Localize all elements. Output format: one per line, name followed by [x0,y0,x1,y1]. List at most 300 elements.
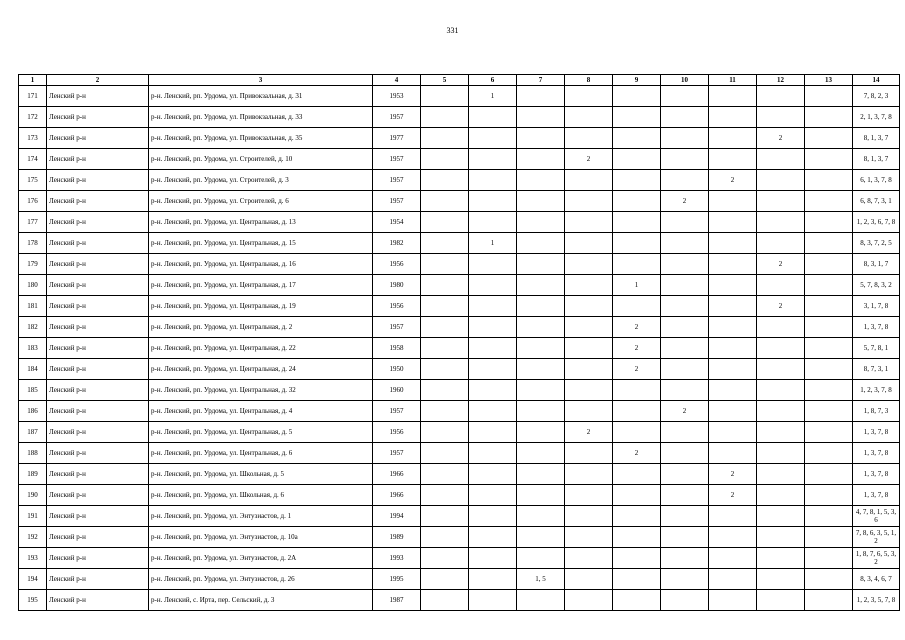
table-cell-col-6: 1 [469,86,517,107]
table-cell-col-4: 1966 [373,485,421,506]
table-cell-col-10 [661,275,709,296]
table-row [19,86,900,107]
table-cell-col-1: 182 [19,317,47,338]
table-row [19,233,900,254]
table-cell-col-10 [661,128,709,149]
table-cell-col-2: Ленский р-н [47,590,149,611]
column-header-2: 2 [47,75,149,86]
table-cell-col-9 [613,527,661,548]
table-cell-col-8 [565,233,613,254]
table-cell-col-3: р-н. Ленский, рп. Урдома, ул. Строителей, д. 10 [149,149,373,170]
column-header-4: 4 [373,75,421,86]
table-cell-col-13 [805,233,853,254]
table-cell-col-2: Ленский р-н [47,212,149,233]
table-cell-col-7 [517,128,565,149]
table-cell-col-10 [661,422,709,443]
table-cell-col-5 [421,422,469,443]
table-cell-col-13 [805,212,853,233]
table-cell-col-4: 1956 [373,254,421,275]
table-cell-col-5 [421,170,469,191]
table-cell-col-2: Ленский р-н [47,149,149,170]
table-row [19,317,900,338]
table-cell-col-11 [709,86,757,107]
table-cell-col-4: 1957 [373,191,421,212]
table-cell-col-8: 2 [565,149,613,170]
table-cell-col-13 [805,275,853,296]
table-cell-col-13 [805,254,853,275]
table-cell-col-9 [613,380,661,401]
table-cell-col-3: р-н. Ленский, рп. Урдома, ул. Центральная, д. 15 [149,233,373,254]
table-cell-col-14: 8, 3, 1, 7 [853,254,900,275]
table-cell-col-11 [709,254,757,275]
table-cell-col-12 [757,464,805,485]
table-cell-col-4: 1956 [373,296,421,317]
table-cell-col-13 [805,464,853,485]
table-cell-col-9 [613,170,661,191]
table-cell-col-3: р-н. Ленский, рп. Урдома, ул. Центральная, д. 24 [149,359,373,380]
table-cell-col-7 [517,380,565,401]
table-cell-col-13 [805,128,853,149]
table-row [19,170,900,191]
table-cell-col-14: 5, 7, 8, 1 [853,338,900,359]
table-cell-col-1: 176 [19,191,47,212]
table-cell-col-5 [421,401,469,422]
table-cell-col-11 [709,422,757,443]
table-cell-col-5 [421,128,469,149]
table-cell-col-14: 1, 3, 7, 8 [853,422,900,443]
table-cell-col-2: Ленский р-н [47,380,149,401]
column-header-5: 5 [421,75,469,86]
table-cell-col-9 [613,212,661,233]
table-cell-col-9 [613,233,661,254]
table-cell-col-1: 186 [19,401,47,422]
data-table [18,74,900,611]
table-cell-col-11 [709,149,757,170]
table-cell-col-6 [469,359,517,380]
table-row [19,527,900,548]
table-cell-col-10 [661,359,709,380]
table-cell-col-4: 1953 [373,86,421,107]
table-cell-col-12 [757,548,805,569]
table-cell-col-8 [565,506,613,527]
table-cell-col-11 [709,191,757,212]
column-header-9: 9 [613,75,661,86]
table-cell-col-7 [517,170,565,191]
table-cell-col-2: Ленский р-н [47,317,149,338]
table-cell-col-14: 1, 3, 7, 8 [853,464,900,485]
table-cell-col-5 [421,485,469,506]
table-cell-col-7 [517,191,565,212]
table-cell-col-10 [661,590,709,611]
table-cell-col-2: Ленский р-н [47,506,149,527]
table-cell-col-4: 1980 [373,275,421,296]
table-cell-col-6 [469,254,517,275]
table-cell-col-13 [805,527,853,548]
table-cell-col-9 [613,191,661,212]
table-cell-col-5 [421,359,469,380]
table-cell-col-10 [661,296,709,317]
table-cell-col-2: Ленский р-н [47,275,149,296]
table-cell-col-10 [661,212,709,233]
table-cell-col-5 [421,275,469,296]
table-cell-col-3: р-н. Ленский, рп. Урдома, ул. Центральная, д. 6 [149,443,373,464]
table-cell-col-2: Ленский р-н [47,443,149,464]
table-cell-col-7 [517,422,565,443]
table-cell-col-7 [517,254,565,275]
table-cell-col-9 [613,107,661,128]
table-cell-col-10 [661,338,709,359]
table-cell-col-6 [469,548,517,569]
table-cell-col-2: Ленский р-н [47,338,149,359]
table-cell-col-7 [517,359,565,380]
table-row [19,359,900,380]
table-cell-col-13 [805,443,853,464]
table-cell-col-4: 1993 [373,548,421,569]
table-cell-col-14: 8, 3, 4, 6, 7 [853,569,900,590]
table-cell-col-3: р-н. Ленский, рп. Урдома, ул. Энтузиастов, д. 10а [149,527,373,548]
table-cell-col-12 [757,317,805,338]
table-cell-col-3: р-н. Ленский, рп. Урдома, ул. Строителей, д. 6 [149,191,373,212]
table-cell-col-1: 191 [19,506,47,527]
column-header-13: 13 [805,75,853,86]
table-row [19,485,900,506]
table-cell-col-10 [661,86,709,107]
table-cell-col-3: р-н. Ленский, рп. Урдома, ул. Энтузиастов, д. 26 [149,569,373,590]
table-cell-col-5 [421,506,469,527]
table-cell-col-5 [421,527,469,548]
table-cell-col-5 [421,464,469,485]
table-cell-col-9 [613,506,661,527]
column-header-12: 12 [757,75,805,86]
table-cell-col-11 [709,128,757,149]
table-row [19,296,900,317]
table-cell-col-4: 1994 [373,506,421,527]
table-cell-col-14: 4, 7, 8, 1, 5, 3, 6 [853,506,900,527]
table-cell-col-2: Ленский р-н [47,359,149,380]
table-cell-col-12 [757,527,805,548]
table-cell-col-2: Ленский р-н [47,191,149,212]
table-cell-col-13 [805,191,853,212]
table-row [19,191,900,212]
table-cell-col-2: Ленский р-н [47,464,149,485]
table-cell-col-12 [757,233,805,254]
table-cell-col-14: 1, 8, 7, 6, 5, 3, 2 [853,548,900,569]
table-cell-col-4: 1956 [373,422,421,443]
table-cell-col-1: 181 [19,296,47,317]
table-cell-col-8: 2 [565,422,613,443]
table-row [19,254,900,275]
table-cell-col-1: 178 [19,233,47,254]
table-cell-col-14: 2, 1, 3, 7, 8 [853,107,900,128]
table-row [19,380,900,401]
table-cell-col-9: 2 [613,338,661,359]
table-cell-col-5 [421,590,469,611]
table-cell-col-11: 2 [709,464,757,485]
table-cell-col-14: 1, 2, 3, 7, 8 [853,380,900,401]
table-row [19,443,900,464]
table-cell-col-3: р-н. Ленский, рп. Урдома, ул. Центральная, д. 5 [149,422,373,443]
table-cell-col-4: 1989 [373,527,421,548]
table-cell-col-13 [805,359,853,380]
table-cell-col-8 [565,317,613,338]
table-cell-col-12 [757,443,805,464]
table-cell-col-6 [469,338,517,359]
column-header-14: 14 [853,75,900,86]
table-cell-col-4: 1977 [373,128,421,149]
table-cell-col-13 [805,401,853,422]
table-cell-col-9: 2 [613,359,661,380]
table-cell-col-13 [805,548,853,569]
table-cell-col-6 [469,107,517,128]
table-cell-col-14: 8, 7, 3, 1 [853,359,900,380]
table-cell-col-4: 1957 [373,317,421,338]
table-cell-col-3: р-н. Ленский, рп. Урдома, ул. Школьная, д. 5 [149,464,373,485]
table-row [19,128,900,149]
table-cell-col-11 [709,296,757,317]
table-cell-col-14: 1, 3, 7, 8 [853,443,900,464]
table-cell-col-1: 177 [19,212,47,233]
column-header-8: 8 [565,75,613,86]
table-cell-col-11 [709,233,757,254]
table-cell-col-11 [709,380,757,401]
table-cell-col-10 [661,548,709,569]
table-cell-col-8 [565,380,613,401]
table-cell-col-5 [421,296,469,317]
table-cell-col-7 [517,149,565,170]
table-row [19,422,900,443]
table-cell-col-10 [661,527,709,548]
table-cell-col-1: 174 [19,149,47,170]
table-cell-col-9 [613,296,661,317]
table-cell-col-14: 8, 1, 3, 7 [853,149,900,170]
table-cell-col-10 [661,149,709,170]
table-cell-col-14: 1, 3, 7, 8 [853,317,900,338]
table-cell-col-7 [517,506,565,527]
column-header-1: 1 [19,75,47,86]
table-cell-col-1: 190 [19,485,47,506]
table-cell-col-8 [565,338,613,359]
table-cell-col-5 [421,254,469,275]
table-cell-col-11 [709,401,757,422]
table-cell-col-2: Ленский р-н [47,296,149,317]
table-cell-col-11 [709,317,757,338]
table-cell-col-6 [469,506,517,527]
table-cell-col-6 [469,380,517,401]
table-cell-col-7 [517,212,565,233]
table-cell-col-6 [469,485,517,506]
table-cell-col-4: 1957 [373,443,421,464]
table-cell-col-14: 5, 7, 8, 3, 2 [853,275,900,296]
table-cell-col-7 [517,86,565,107]
table-cell-col-8 [565,254,613,275]
table-cell-col-6 [469,527,517,548]
table-cell-col-7 [517,233,565,254]
table-row [19,464,900,485]
table-cell-col-5 [421,443,469,464]
table-cell-col-13 [805,422,853,443]
table-cell-col-12 [757,359,805,380]
table-cell-col-3: р-н. Ленский, рп. Урдома, ул. Центральная, д. 17 [149,275,373,296]
table-cell-col-12 [757,338,805,359]
table-cell-col-13 [805,506,853,527]
table-cell-col-2: Ленский р-н [47,86,149,107]
table-cell-col-8 [565,359,613,380]
table-cell-col-5 [421,317,469,338]
table-cell-col-11 [709,590,757,611]
table-cell-col-9 [613,569,661,590]
table-cell-col-7 [517,107,565,128]
table-cell-col-12: 2 [757,296,805,317]
table-cell-col-12 [757,149,805,170]
table-cell-col-2: Ленский р-н [47,527,149,548]
table-cell-col-11: 2 [709,485,757,506]
table-cell-col-6: 1 [469,233,517,254]
table-cell-col-13 [805,86,853,107]
table-cell-col-8 [565,527,613,548]
table-cell-col-3: р-н. Ленский, рп. Урдома, ул. Привокзальная, д. 35 [149,128,373,149]
table-cell-col-8 [565,464,613,485]
table-row [19,338,900,359]
page-number: 331 [446,26,459,35]
table-cell-col-4: 1957 [373,149,421,170]
table-cell-col-7 [517,485,565,506]
table-cell-col-9 [613,464,661,485]
table-cell-col-3: р-н. Ленский, рп. Урдома, ул. Центральная, д. 4 [149,401,373,422]
table-cell-col-3: р-н. Ленский, рп. Урдома, ул. Центральная, д. 32 [149,380,373,401]
table-cell-col-6 [469,191,517,212]
table-cell-col-11 [709,275,757,296]
table-cell-col-9 [613,128,661,149]
table-cell-col-1: 179 [19,254,47,275]
table-cell-col-12 [757,380,805,401]
table-cell-col-9: 2 [613,317,661,338]
table-cell-col-4: 1958 [373,338,421,359]
table-cell-col-1: 192 [19,527,47,548]
column-header-11: 11 [709,75,757,86]
table-cell-col-10: 2 [661,401,709,422]
table-cell-col-11 [709,212,757,233]
table-cell-col-3: р-н. Ленский, рп. Урдома, ул. Привокзальная, д. 31 [149,86,373,107]
table-cell-col-7 [517,401,565,422]
table-cell-col-12 [757,401,805,422]
table-cell-col-13 [805,296,853,317]
table-cell-col-5 [421,107,469,128]
table-cell-col-10 [661,506,709,527]
table-cell-col-1: 184 [19,359,47,380]
table-cell-col-6 [469,212,517,233]
table-cell-col-6 [469,443,517,464]
table-cell-col-3: р-н. Ленский, рп. Урдома, ул. Центральная, д. 13 [149,212,373,233]
table-cell-col-7: 1, 5 [517,569,565,590]
table-cell-col-4: 1957 [373,401,421,422]
table-cell-col-10: 2 [661,191,709,212]
table-cell-col-12 [757,212,805,233]
table-cell-col-10 [661,380,709,401]
table-cell-col-7 [517,296,565,317]
table-row [19,149,900,170]
table-cell-col-1: 173 [19,128,47,149]
table-cell-col-8 [565,443,613,464]
table-cell-col-2: Ленский р-н [47,569,149,590]
table-cell-col-3: р-н. Ленский, рп. Урдома, ул. Школьная, д. 6 [149,485,373,506]
table-cell-col-12 [757,590,805,611]
table-cell-col-6 [469,422,517,443]
table-cell-col-10 [661,317,709,338]
table-cell-col-2: Ленский р-н [47,128,149,149]
table-cell-col-14: 1, 2, 3, 5, 7, 8 [853,590,900,611]
table-cell-col-8 [565,191,613,212]
table-cell-col-3: р-н. Ленский, рп. Урдома, ул. Строителей, д. 3 [149,170,373,191]
table-cell-col-13 [805,149,853,170]
table-cell-col-9 [613,149,661,170]
table-row [19,590,900,611]
table-cell-col-9 [613,590,661,611]
table-cell-col-11 [709,527,757,548]
table-cell-col-9 [613,485,661,506]
table-cell-col-8 [565,569,613,590]
table-cell-col-11: 2 [709,170,757,191]
table-row [19,548,900,569]
table-cell-col-5 [421,380,469,401]
table-cell-col-3: р-н. Ленский, рп. Урдома, ул. Энтузиастов, д. 2А [149,548,373,569]
table-cell-col-10 [661,569,709,590]
table-cell-col-4: 1995 [373,569,421,590]
table-cell-col-3: р-н. Ленский, рп. Урдома, ул. Центральная, д. 19 [149,296,373,317]
table-cell-col-1: 180 [19,275,47,296]
column-header-7: 7 [517,75,565,86]
table-cell-col-10 [661,464,709,485]
table-cell-col-8 [565,485,613,506]
table-cell-col-10 [661,443,709,464]
table-cell-col-14: 7, 8, 6, 3, 5, 1, 2 [853,527,900,548]
table-cell-col-10 [661,170,709,191]
table-cell-col-1: 194 [19,569,47,590]
table-cell-col-9 [613,548,661,569]
table-cell-col-13 [805,107,853,128]
table-cell-col-14: 6, 1, 3, 7, 8 [853,170,900,191]
table-cell-col-7 [517,443,565,464]
table-cell-col-8 [565,86,613,107]
table-cell-col-8 [565,107,613,128]
table-cell-col-1: 172 [19,107,47,128]
table-cell-col-1: 188 [19,443,47,464]
table-cell-col-12 [757,422,805,443]
table-cell-col-11 [709,506,757,527]
table-cell-col-6 [469,128,517,149]
table-cell-col-8 [565,275,613,296]
table-cell-col-14: 7, 8, 2, 3 [853,86,900,107]
table-cell-col-7 [517,338,565,359]
table-cell-col-7 [517,527,565,548]
table-cell-col-7 [517,548,565,569]
table-cell-col-13 [805,170,853,191]
table-cell-col-6 [469,401,517,422]
table-cell-col-12 [757,86,805,107]
table-cell-col-8 [565,401,613,422]
table-cell-col-9: 1 [613,275,661,296]
table-cell-col-6 [469,275,517,296]
table-cell-col-8 [565,590,613,611]
table-cell-col-14: 8, 3, 7, 2, 5 [853,233,900,254]
table-cell-col-2: Ленский р-н [47,170,149,191]
header-row [19,75,900,86]
table-cell-col-3: р-н. Ленский, рп. Урдома, ул. Центральная, д. 22 [149,338,373,359]
table-cell-col-5 [421,191,469,212]
table-cell-col-4: 1954 [373,212,421,233]
table-cell-col-14: 1, 2, 3, 6, 7, 8 [853,212,900,233]
table-row [19,506,900,527]
table-cell-col-4: 1966 [373,464,421,485]
